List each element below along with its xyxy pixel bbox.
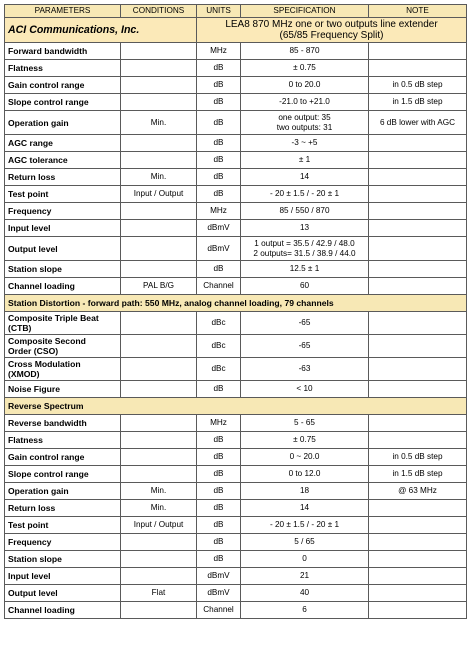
table-row xyxy=(5,449,467,466)
title-row xyxy=(5,18,467,43)
unit-cell: MHz xyxy=(197,415,241,432)
parameter-cell xyxy=(5,335,121,358)
table-row xyxy=(5,77,467,94)
condition-cell xyxy=(121,551,197,568)
parameter-cell: Output level xyxy=(5,237,121,261)
specification-cell: 0 xyxy=(241,551,369,568)
section-row xyxy=(5,295,467,312)
condition-cell xyxy=(121,152,197,169)
table-row xyxy=(5,335,467,358)
note-cell xyxy=(369,551,467,568)
specification-cell: 6 xyxy=(241,602,369,619)
unit-cell: MHz xyxy=(197,43,241,60)
unit-cell: dBc xyxy=(197,312,241,335)
table-row xyxy=(5,186,467,203)
parameter-cell: Output level xyxy=(5,585,121,602)
table-row xyxy=(5,568,467,585)
column-header-specification: SPECIFICATION xyxy=(241,5,369,18)
condition-cell xyxy=(121,602,197,619)
condition-cell xyxy=(121,220,197,237)
condition-cell xyxy=(121,77,197,94)
note-cell xyxy=(369,534,467,551)
unit-cell: MHz xyxy=(197,203,241,220)
unit-cell: dB xyxy=(197,500,241,517)
specification-cell: 0 to 20.0 xyxy=(241,77,369,94)
condition-cell xyxy=(121,261,197,278)
parameter-cell: Test point xyxy=(5,517,121,534)
parameter-line: Composite Triple Beat xyxy=(8,313,99,323)
condition-cell: Input / Output xyxy=(121,517,197,534)
column-header-units: UNITS xyxy=(197,5,241,18)
parameter-cell: Channel loading xyxy=(5,602,121,619)
table-row xyxy=(5,312,467,335)
unit-cell: dB xyxy=(197,534,241,551)
condition-cell: Min. xyxy=(121,169,197,186)
section-row xyxy=(5,398,467,415)
condition-cell: Min. xyxy=(121,111,197,135)
specification-cell: ± 0.75 xyxy=(241,60,369,77)
table-row xyxy=(5,551,467,568)
note-cell xyxy=(369,602,467,619)
unit-cell: dB xyxy=(197,186,241,203)
note-cell: in 0.5 dB step xyxy=(369,77,467,94)
table-row xyxy=(5,152,467,169)
specification-cell xyxy=(241,237,369,261)
note-cell xyxy=(369,220,467,237)
table-row xyxy=(5,466,467,483)
table-row xyxy=(5,60,467,77)
spec-table xyxy=(4,4,467,619)
note-cell xyxy=(369,335,467,358)
unit-cell: dB xyxy=(197,152,241,169)
specification-cell: 14 xyxy=(241,169,369,186)
specification-cell: 40 xyxy=(241,585,369,602)
specification-cell: < 10 xyxy=(241,381,369,398)
specification-cell: 13 xyxy=(241,220,369,237)
product-title-line2: (65/85 Frequency Split) xyxy=(279,30,384,41)
unit-cell: dB xyxy=(197,449,241,466)
table-row xyxy=(5,135,467,152)
parameter-cell: Input level xyxy=(5,568,121,585)
condition-cell xyxy=(121,60,197,77)
specification-cell: 5 - 65 xyxy=(241,415,369,432)
parameter-line: Order (CSO) xyxy=(8,346,59,356)
table-row xyxy=(5,585,467,602)
note-cell xyxy=(369,381,467,398)
reverse-section-title: Reverse Spectrum xyxy=(5,398,467,415)
column-header-conditions: CONDITIONS xyxy=(121,5,197,18)
parameter-line: (XMOD) xyxy=(8,369,40,379)
specification-cell: ± 1 xyxy=(241,152,369,169)
condition-cell xyxy=(121,335,197,358)
table-row xyxy=(5,261,467,278)
unit-cell: dBc xyxy=(197,358,241,381)
condition-cell: Flat xyxy=(121,585,197,602)
condition-cell xyxy=(121,312,197,335)
note-cell xyxy=(369,568,467,585)
table-row xyxy=(5,237,467,261)
specification-cell: 5 / 65 xyxy=(241,534,369,551)
condition-cell xyxy=(121,534,197,551)
column-header-note: NOTE xyxy=(369,5,467,18)
parameter-cell: Input level xyxy=(5,220,121,237)
parameter-cell: Gain control range xyxy=(5,77,121,94)
unit-cell: Channel xyxy=(197,278,241,295)
unit-cell: dB xyxy=(197,483,241,500)
condition-cell xyxy=(121,449,197,466)
specification-cell: 85 / 550 / 870 xyxy=(241,203,369,220)
distortion-section xyxy=(5,295,467,312)
unit-cell: dB xyxy=(197,466,241,483)
parameter-cell: Operation gain xyxy=(5,483,121,500)
distortion-spec-body xyxy=(5,312,467,398)
specification-cell xyxy=(241,111,369,135)
table-row xyxy=(5,169,467,186)
parameter-cell: Return loss xyxy=(5,500,121,517)
unit-cell: dBmV xyxy=(197,585,241,602)
distortion-section-title: Station Distortion - forward path: 550 MHz, analog channel loading, 79 channels xyxy=(5,295,467,312)
specification-cell: -3 ~ +5 xyxy=(241,135,369,152)
unit-cell: dB xyxy=(197,261,241,278)
parameter-line: (CTB) xyxy=(8,323,32,333)
parameter-cell: AGC range xyxy=(5,135,121,152)
parameter-cell: Forward bandwidth xyxy=(5,43,121,60)
specification-cell: 12.5 ± 1 xyxy=(241,261,369,278)
unit-cell: dB xyxy=(197,135,241,152)
specification-cell: 18 xyxy=(241,483,369,500)
product-title xyxy=(197,18,467,43)
table-row xyxy=(5,483,467,500)
note-cell xyxy=(369,358,467,381)
table-row xyxy=(5,203,467,220)
specification-cell: -63 xyxy=(241,358,369,381)
column-header-parameters: PARAMETERS xyxy=(5,5,121,18)
parameter-cell: Frequency xyxy=(5,203,121,220)
parameter-cell: Channel loading xyxy=(5,278,121,295)
table-row xyxy=(5,43,467,60)
parameter-cell xyxy=(5,358,121,381)
note-cell xyxy=(369,500,467,517)
specification-cell: - 20 ± 1.5 / - 20 ± 1 xyxy=(241,186,369,203)
specification-line: two outputs: 31 xyxy=(276,122,333,132)
note-cell xyxy=(369,60,467,77)
specification-cell: 21 xyxy=(241,568,369,585)
note-cell xyxy=(369,152,467,169)
parameter-cell: Station slope xyxy=(5,261,121,278)
unit-cell: dBmV xyxy=(197,237,241,261)
parameter-cell: Slope control range xyxy=(5,466,121,483)
table-row xyxy=(5,415,467,432)
parameter-cell xyxy=(5,312,121,335)
condition-cell xyxy=(121,135,197,152)
unit-cell: dBc xyxy=(197,335,241,358)
note-cell: in 0.5 dB step xyxy=(369,449,467,466)
condition-cell xyxy=(121,94,197,111)
table-row xyxy=(5,278,467,295)
note-cell xyxy=(369,135,467,152)
note-cell xyxy=(369,585,467,602)
unit-cell: dB xyxy=(197,381,241,398)
parameter-cell: Return loss xyxy=(5,169,121,186)
specification-cell: 60 xyxy=(241,278,369,295)
note-cell xyxy=(369,169,467,186)
unit-cell: dB xyxy=(197,77,241,94)
condition-cell: Input / Output xyxy=(121,186,197,203)
unit-cell: dBmV xyxy=(197,568,241,585)
specification-cell: -65 xyxy=(241,312,369,335)
unit-cell: dB xyxy=(197,60,241,77)
parameter-cell: Noise Figure xyxy=(5,381,121,398)
parameter-cell: Slope control range xyxy=(5,94,121,111)
specification-cell: 85 - 870 xyxy=(241,43,369,60)
table-row xyxy=(5,381,467,398)
table-row xyxy=(5,94,467,111)
condition-cell xyxy=(121,432,197,449)
unit-cell: dB xyxy=(197,169,241,186)
specification-line: 2 outputs= 31.5 / 38.9 / 44.0 xyxy=(253,248,356,258)
specification-cell: -21.0 to +21.0 xyxy=(241,94,369,111)
table-row xyxy=(5,111,467,135)
table-row xyxy=(5,500,467,517)
note-cell xyxy=(369,278,467,295)
specification-cell: 0 ~ 20.0 xyxy=(241,449,369,466)
unit-cell: dB xyxy=(197,111,241,135)
specification-cell: 14 xyxy=(241,500,369,517)
condition-cell xyxy=(121,43,197,60)
table-row xyxy=(5,432,467,449)
parameter-line: Cross Modulation xyxy=(8,359,81,369)
note-cell: 6 dB lower with AGC xyxy=(369,111,467,135)
note-cell xyxy=(369,312,467,335)
table-row xyxy=(5,602,467,619)
note-cell xyxy=(369,517,467,534)
parameter-line: Composite Second xyxy=(8,336,86,346)
parameter-cell: AGC tolerance xyxy=(5,152,121,169)
reverse-spec-body xyxy=(5,415,467,619)
parameter-cell: Test point xyxy=(5,186,121,203)
parameter-cell: Flatness xyxy=(5,60,121,77)
unit-cell: dB xyxy=(197,551,241,568)
condition-cell xyxy=(121,568,197,585)
condition-cell xyxy=(121,466,197,483)
unit-cell: dB xyxy=(197,517,241,534)
table-row xyxy=(5,358,467,381)
note-cell xyxy=(369,415,467,432)
table-row xyxy=(5,220,467,237)
condition-cell xyxy=(121,237,197,261)
specification-line: 1 output = 35.5 / 42.9 / 48.0 xyxy=(254,238,355,248)
condition-cell xyxy=(121,203,197,220)
note-cell xyxy=(369,237,467,261)
condition-cell: Min. xyxy=(121,500,197,517)
company-name: ACI Communications, Inc. xyxy=(5,18,197,43)
parameter-cell: Operation gain xyxy=(5,111,121,135)
note-cell xyxy=(369,186,467,203)
table-row xyxy=(5,534,467,551)
parameter-cell: Reverse bandwidth xyxy=(5,415,121,432)
unit-cell: dB xyxy=(197,94,241,111)
parameter-cell: Station slope xyxy=(5,551,121,568)
reverse-section xyxy=(5,398,467,415)
forward-spec-body xyxy=(5,43,467,295)
spec-sheet xyxy=(4,4,466,619)
specification-cell: 0 to 12.0 xyxy=(241,466,369,483)
condition-cell xyxy=(121,358,197,381)
note-cell: @ 63 MHz xyxy=(369,483,467,500)
condition-cell: PAL B/G xyxy=(121,278,197,295)
parameter-cell: Frequency xyxy=(5,534,121,551)
unit-cell: dBmV xyxy=(197,220,241,237)
product-title-line1: LEA8 870 MHz one or two outputs line extender xyxy=(225,18,438,30)
specification-line: one output: 35 xyxy=(278,112,331,122)
column-header-row xyxy=(5,5,467,18)
note-cell xyxy=(369,203,467,220)
condition-cell xyxy=(121,381,197,398)
parameter-cell: Flatness xyxy=(5,432,121,449)
unit-cell: Channel xyxy=(197,602,241,619)
note-cell: in 1.5 dB step xyxy=(369,466,467,483)
specification-cell: -65 xyxy=(241,335,369,358)
specification-cell: ± 0.75 xyxy=(241,432,369,449)
condition-cell: Min. xyxy=(121,483,197,500)
note-cell xyxy=(369,43,467,60)
unit-cell: dB xyxy=(197,432,241,449)
note-cell: in 1.5 dB step xyxy=(369,94,467,111)
table-row xyxy=(5,517,467,534)
note-cell xyxy=(369,432,467,449)
specification-cell: - 20 ± 1.5 / - 20 ± 1 xyxy=(241,517,369,534)
note-cell xyxy=(369,261,467,278)
condition-cell xyxy=(121,415,197,432)
parameter-cell: Gain control range xyxy=(5,449,121,466)
